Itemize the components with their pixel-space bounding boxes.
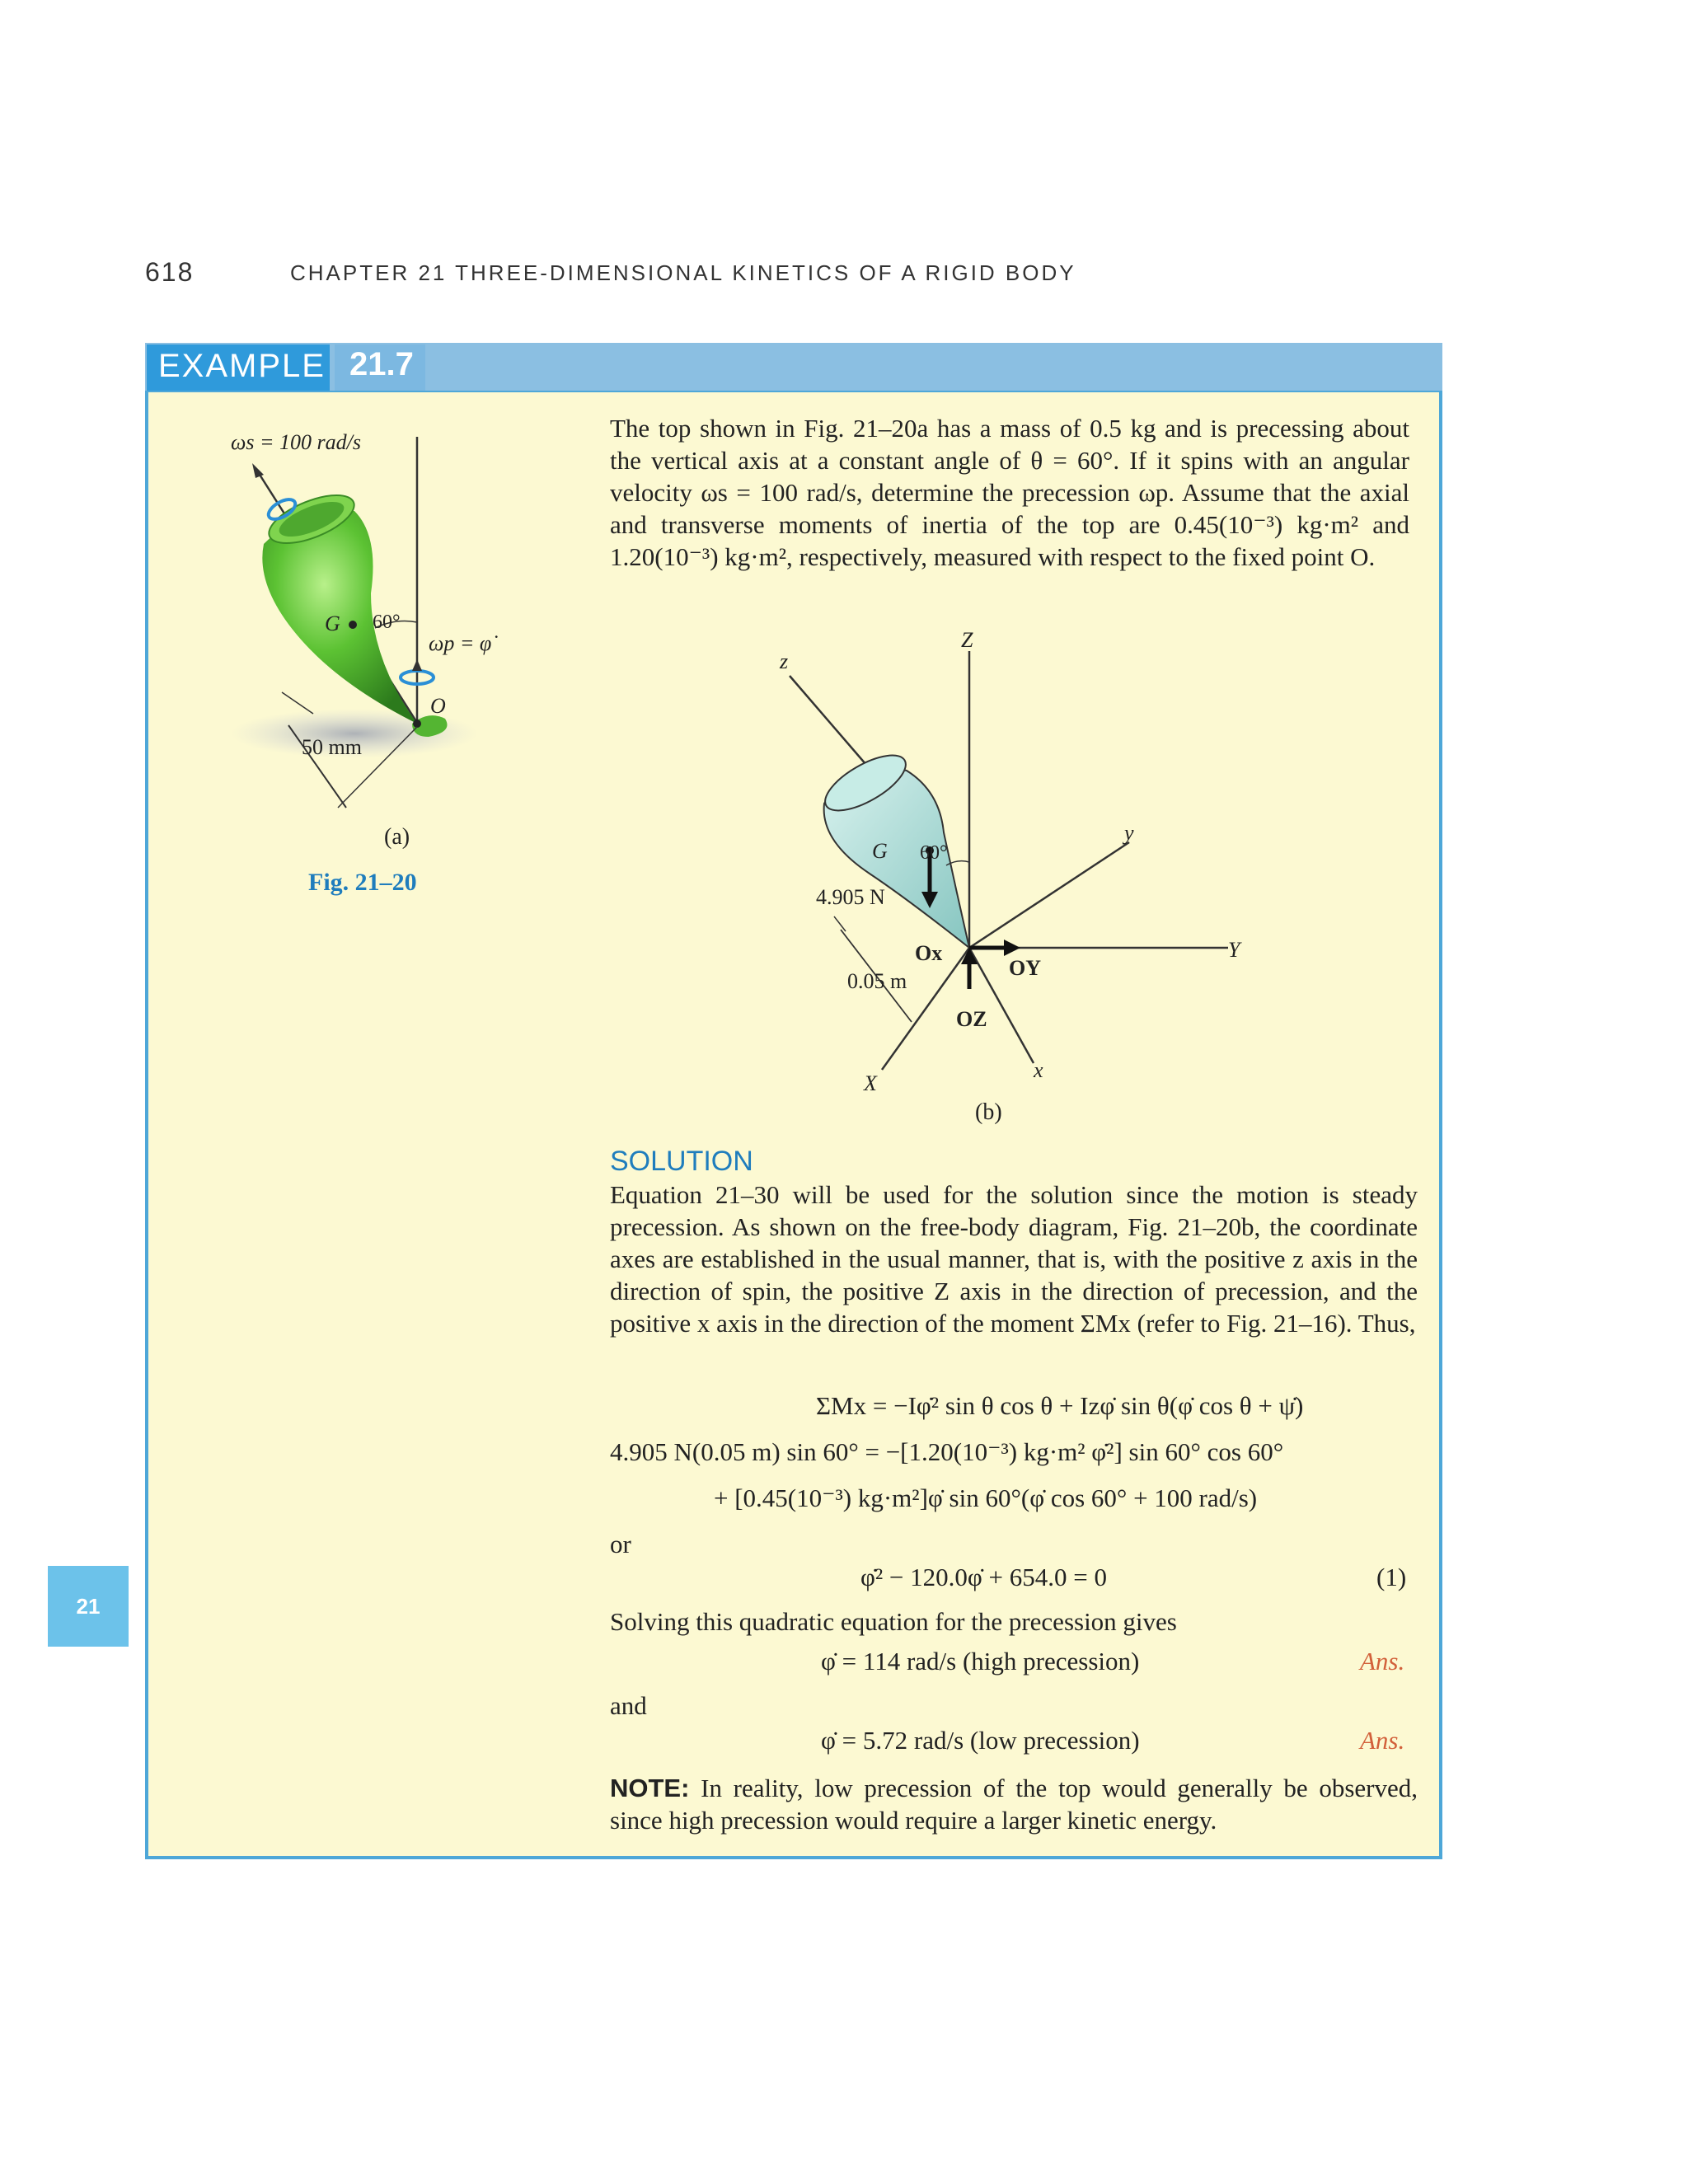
figure-b-Oy-label: OY bbox=[1009, 956, 1041, 980]
figure-b-Ox-label: Ox bbox=[915, 941, 943, 965]
spin-axis-arrowhead bbox=[252, 463, 264, 478]
figure-b-dimension-label: 0.05 m bbox=[847, 969, 907, 993]
solution-text: Equation 21–30 will be used for the solution since the motion is steady precession. As shown on the free-body diagram, Fig. 21–20b, the coordinate axes are established in the usual manner, that is, with the positive z axis in the direction of spin, the positive Z axis in the direction of precession, and the positive x axis in the direction of the moment ΣMx (refer to Fig. 21–16). Thus, bbox=[610, 1180, 1418, 1338]
example-label: EXAMPLE bbox=[158, 348, 326, 384]
figure-a-omega-p-label: ωp = φ̇ bbox=[429, 631, 492, 655]
figure-b-z-label: z bbox=[780, 649, 789, 673]
figure-a-caption: (a) bbox=[384, 824, 410, 850]
solving-text: Solving this quadratic equation for the precession gives bbox=[610, 1607, 1177, 1636]
equation-number: (1) bbox=[1376, 1563, 1407, 1591]
Oy-arrowhead bbox=[1004, 940, 1020, 956]
answer-label-1: Ans. bbox=[1360, 1647, 1405, 1675]
figure-b-X-label: X bbox=[864, 1071, 877, 1095]
dimension-ext-1 bbox=[282, 692, 313, 714]
solution-heading: SOLUTION bbox=[610, 1146, 753, 1177]
equation-substitution-line-2: + [0.45(10⁻³) kg·m²]φ̇ sin 60°(φ̇ cos 60° + 100 rad/s) bbox=[714, 1483, 1258, 1512]
fbd-dimension-ext bbox=[834, 916, 846, 931]
O-point bbox=[413, 719, 421, 728]
figure-b-angle-label: 60° bbox=[920, 842, 948, 864]
y-axis bbox=[969, 842, 1129, 948]
figure-b-weight-label: 4.905 N bbox=[816, 885, 885, 909]
or-text: or bbox=[610, 1530, 631, 1558]
example-number: 21.7 bbox=[349, 346, 414, 382]
G-point bbox=[349, 621, 357, 629]
figure-a-top-illustration bbox=[206, 420, 519, 816]
figure-a-omega-s-label: ωs = 100 rad/s bbox=[231, 430, 361, 454]
figure-a-angle-label: 60° bbox=[373, 612, 401, 633]
figure-b-y-label: y bbox=[1124, 821, 1134, 845]
running-head: CHAPTER 21 THREE-DIMENSIONAL KINETICS OF A RIGID BODY bbox=[290, 260, 1076, 285]
figure-label: Fig. 21–20 bbox=[308, 869, 417, 896]
answer-low-precession: φ̇ = 5.72 rad/s (low precession) bbox=[821, 1726, 1140, 1755]
figure-b-free-body-diagram bbox=[742, 626, 1269, 1104]
equation-substitution-line-1: 4.905 N(0.05 m) sin 60° = −[1.20(10⁻³) kg·m² φ̇²] sin 60° cos 60° bbox=[610, 1437, 1284, 1466]
figure-b-G-label: G bbox=[872, 839, 888, 863]
equation-general: ΣMx = −Iφ̇² sin θ cos θ + Izφ̇ sin θ(φ̇ cos θ + ψ̇) bbox=[816, 1391, 1304, 1420]
figure-a-G-label: G bbox=[325, 612, 340, 635]
figure-b-Z-label: Z bbox=[961, 628, 973, 652]
answer-label-2: Ans. bbox=[1360, 1726, 1405, 1755]
and-text: and bbox=[610, 1691, 647, 1720]
figure-a-dimension-label: 50 mm bbox=[302, 735, 362, 759]
figure-b-caption: (b) bbox=[975, 1099, 1002, 1125]
note-paragraph bbox=[610, 1772, 1418, 1836]
page-number: 618 bbox=[145, 257, 195, 287]
precession-axis-arrowhead bbox=[412, 659, 422, 671]
figure-a-O-label: O bbox=[430, 694, 446, 718]
chapter-tab-label: 21 bbox=[76, 1594, 101, 1619]
figure-b-Y-label: Y bbox=[1228, 938, 1240, 962]
figure-b-Oz-label: OZ bbox=[956, 1007, 987, 1031]
note-text: In reality, low precession of the top would generally be observed, since high precession would require a larger kinetic energy. bbox=[610, 1774, 1418, 1835]
equation-quadratic: φ̇² − 120.0φ̇ + 654.0 = 0 bbox=[860, 1563, 1108, 1591]
figure-b-x-label: x bbox=[1034, 1058, 1043, 1082]
answer-high-precession: φ̇ = 114 rad/s (high precession) bbox=[821, 1647, 1140, 1675]
note-label: NOTE: bbox=[610, 1774, 690, 1802]
problem-statement: The top shown in Fig. 21–20a has a mass of 0.5 kg and is precessing about the vertical axis at a constant angle of θ = 60°. If it spins with an angular velocity ωs = 100 rad/s, determine the precession ωp. Assume that the axial and transverse moments of inertia of the top are 0.45(10⁻³) kg·m² and 1.20(10⁻³) kg·m², respectively, measured with respect to the fixed point O. bbox=[610, 414, 1409, 571]
